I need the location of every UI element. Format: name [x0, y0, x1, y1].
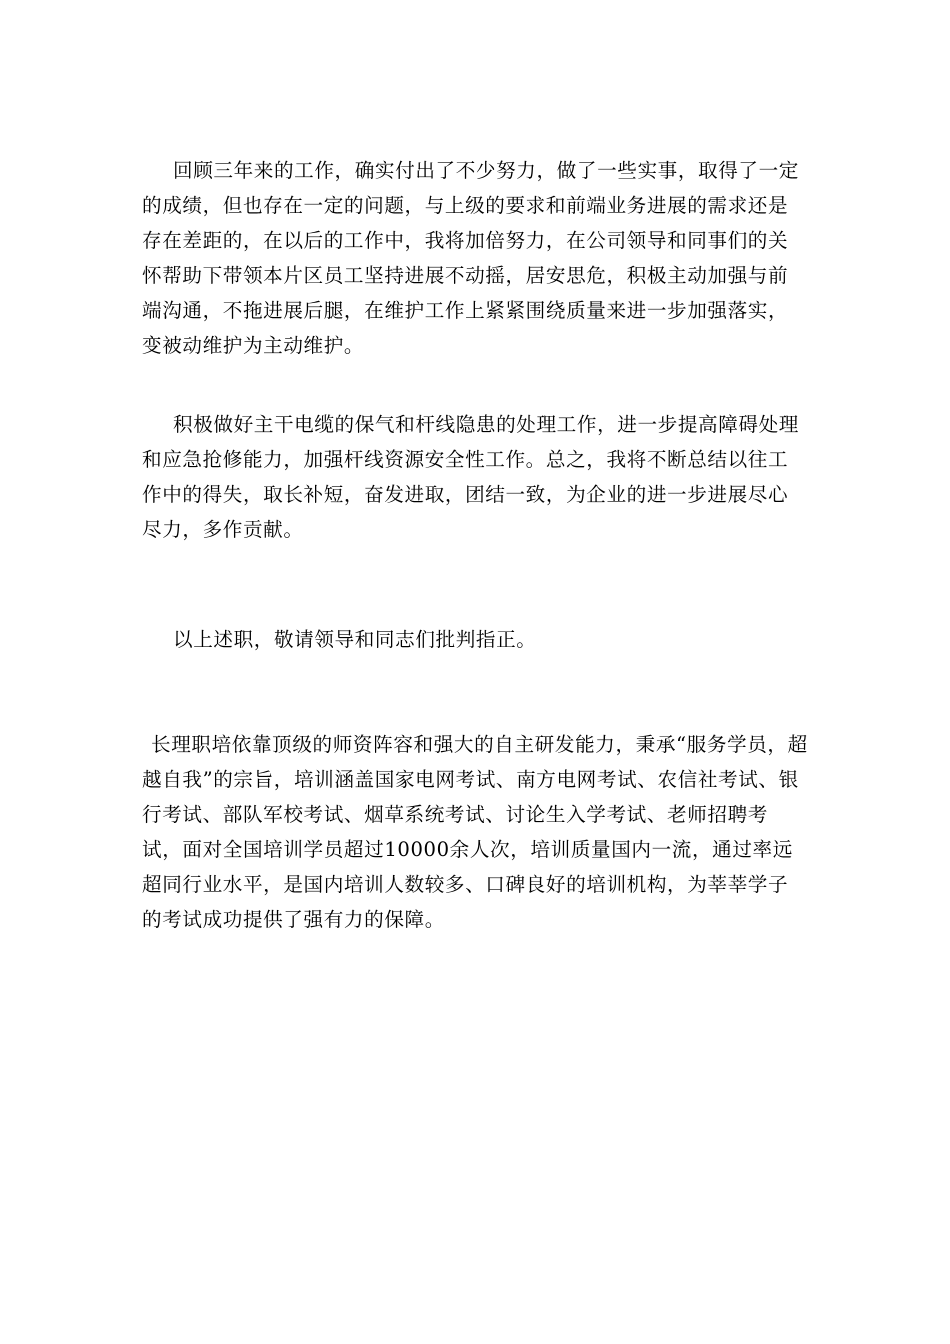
- paragraph-maintenance-plan: 积极做好主干电缆的保气和杆线隐患的处理工作，进一步提高障碍处理和应急抢修能力，加强杆线资源安全性工作。总之，我将不断总结以往工作中的得失，取长补短，奋发进取，团结一致，为企业的进一步进展尽心尽力，多作贡献。: [142, 413, 800, 541]
- paragraph-work-review: 回顾三年来的工作，确实付出了不少努力，做了一些实事，取得了一定的成绩，但也存在一定的问题，与上级的要求和前端业务进展的需求还是存在差距的，在以后的工作中，我将加倍努力，在公司领导和同事们的关怀帮助下带领本片区员工坚持进展不动摇，居安思危，积极主动加强与前端沟通，不拖进展后腿，在维护工作上紧紧围绕质量来进一步加强落实，变被动维护为主动维护。: [142, 159, 800, 357]
- paragraph-training-ad: 长理职培依靠顶级的师资阵容和强大的自主研发能力，秉承“服务学员，超越自我”的宗旨，培训涵盖国家电网考试、南方电网考试、农信社考试、银行考试、部队军校考试、烟草系统考试、讨论生入学考试、老师招聘考试，面对全国培训学员超过10000余人次，培训质量国内一流，通过率远超同行业水平，是国内培训人数较多、口碑良好的培训机构，为莘莘学子的考试成功提供了强有力的保障。: [142, 733, 808, 931]
- paragraph-closing-remark: 以上述职，敬请领导和同志们批判指正。: [173, 628, 537, 651]
